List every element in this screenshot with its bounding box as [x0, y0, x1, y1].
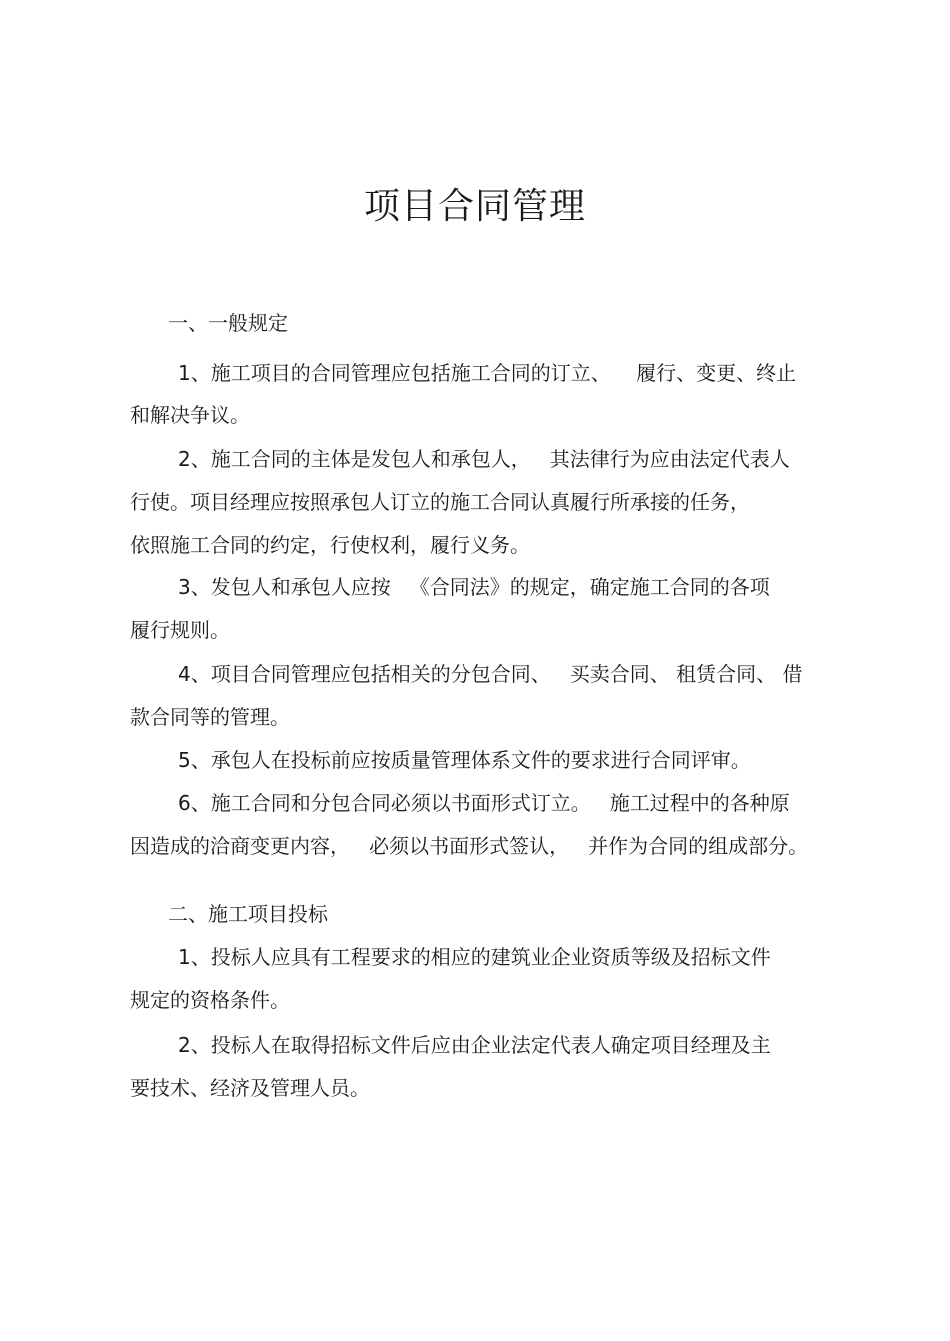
paragraph-7-line-2: 规定的资格条件。	[130, 988, 290, 1012]
paragraph-4-line-2: 款合同等的管理。	[130, 705, 290, 729]
paragraph-4-line-1: 4、项目合同管理应包括相关的分包合同、 买卖合同、 租赁合同、 借	[178, 662, 803, 686]
paragraph-2-line-2: 行使。项目经理应按照承包人订立的施工合同认真履行所承接的任务，	[130, 490, 750, 514]
paragraph-6-line-1: 6、施工合同和分包合同必须以书面形式订立。 施工过程中的各种原	[178, 791, 790, 815]
paragraph-3-line-1: 3、发包人和承包人应按 《合同法》的规定，确定施工合同的各项	[178, 575, 770, 599]
section-heading-1: 一、一般规定	[168, 311, 288, 335]
paragraph-3-line-2: 履行规则。	[130, 618, 230, 642]
paragraph-7-line-1: 1、投标人应具有工程要求的相应的建筑业企业资质等级及招标文件	[178, 945, 771, 969]
paragraph-8-line-1: 2、投标人在取得招标文件后应由企业法定代表人确定项目经理及主	[178, 1033, 771, 1057]
paragraph-8-line-2: 要技术、经济及管理人员。	[130, 1076, 370, 1100]
paragraph-2-line-1: 2、施工合同的主体是发包人和承包人， 其法律行为应由法定代表人	[178, 447, 790, 471]
page-title: 项目合同管理	[363, 186, 586, 227]
paragraph-2-line-3: 依照施工合同的约定，行使权利，履行义务。	[130, 533, 530, 557]
paragraph-1-line-2: 和解决争议。	[130, 403, 250, 427]
paragraph-5-line-1: 5、承包人在投标前应按质量管理体系文件的要求进行合同评审。	[178, 748, 751, 772]
paragraph-6-line-2: 因造成的洽商变更内容， 必须以书面形式签认， 并作为合同的组成部分。	[130, 834, 809, 858]
paragraph-1-line-1: 1、施工项目的合同管理应包括施工合同的订立、 履行、变更、终止	[178, 361, 797, 385]
section-heading-2: 二、施工项目投标	[168, 902, 328, 926]
